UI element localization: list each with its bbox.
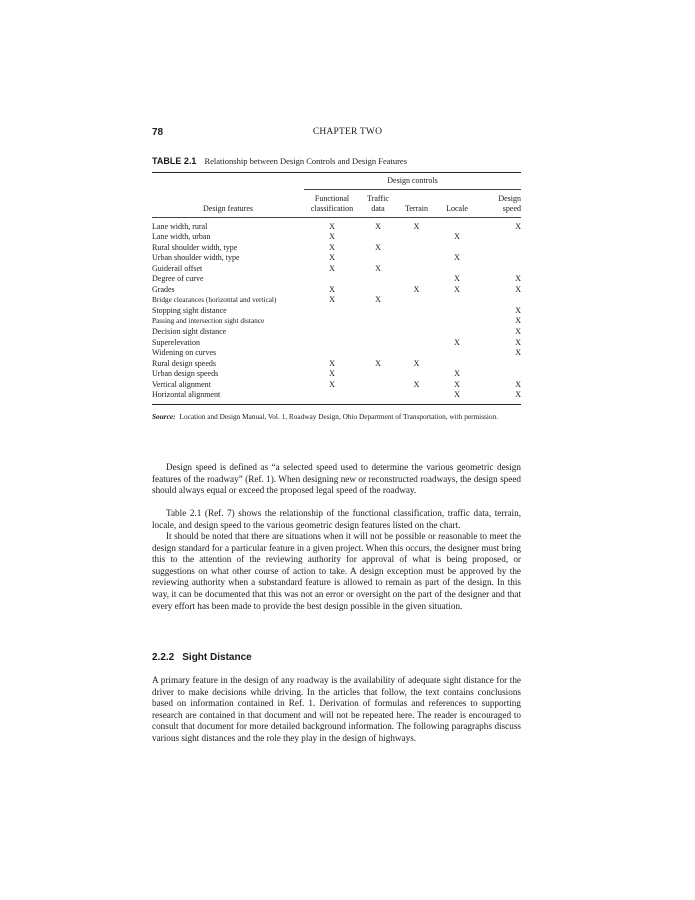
speed-cell [477,253,521,264]
traffic-cell [360,253,396,264]
functional-cell [304,274,360,285]
speed-cell: X [515,337,521,347]
traffic-cell [360,390,396,404]
locale-cell [437,295,477,306]
table-row [152,217,521,232]
col-header-traffic-line2: data [371,203,385,213]
traffic-cell [360,274,396,285]
terrain-cell [396,274,437,285]
locale-cell [437,316,477,327]
table-row [152,369,521,380]
locale-cell [437,306,477,317]
table-row [152,243,521,254]
locale-cell: X [454,379,460,389]
functional-cell: X [329,263,335,273]
traffic-cell: X [375,242,381,252]
col-header-features: Design features [203,203,253,213]
traffic-cell [360,316,396,327]
traffic-cell: X [375,295,381,305]
terrain-cell [396,369,437,380]
traffic-cell [360,285,396,296]
col-header-functional-line2: classification [310,203,354,213]
speed-cell: X [515,327,521,337]
speed-cell: X [515,284,521,294]
functional-cell: X [329,242,335,252]
terrain-cell: X [413,358,420,368]
terrain-cell [396,338,437,349]
locale-cell: X [454,337,460,347]
functional-cell: X [329,358,335,368]
feature-cell: Decision sight distance [152,327,227,337]
speed-cell [477,359,521,370]
source-text: Location and Design Manual, Vol. 1, Roadway Design, Ohio Department of Transportation, with permission. [179,412,499,421]
header-spacer [152,173,304,190]
table-row [152,274,521,285]
feature-cell: Stopping sight distance [152,305,227,315]
locale-cell [437,359,477,370]
running-head: CHAPTER TWO [312,127,383,137]
section-heading [152,652,252,663]
group-header: Design controls [304,173,521,190]
speed-cell: X [515,221,521,231]
traffic-cell [360,369,396,380]
functional-cell [304,306,360,317]
feature-cell: Degree of curve [152,274,204,284]
terrain-cell [396,316,437,327]
source-note [152,412,521,422]
terrain-cell [396,253,437,264]
functional-cell [304,316,360,327]
terrain-cell: X [413,221,420,231]
feature-cell: Vertical alignment [152,379,211,389]
traffic-cell [360,380,396,391]
feature-cell: Urban design speeds [152,369,219,379]
col-header-functional [304,189,360,217]
feature-cell: Widening on curves [152,348,217,358]
locale-cell: X [454,274,460,284]
traffic-cell: X [375,263,381,273]
table-row [152,264,521,275]
terrain-cell [396,243,437,254]
design-controls-table [152,172,521,405]
table-row [152,327,521,338]
table-row [152,232,521,243]
functional-cell [304,390,360,404]
locale-cell [437,264,477,275]
traffic-cell [360,348,396,359]
speed-cell: X [515,274,521,284]
terrain-cell [396,348,437,359]
terrain-cell: X [413,284,420,294]
locale-cell [437,348,477,359]
table-row [152,306,521,317]
locale-cell: X [454,232,460,242]
speed-cell: X [515,379,521,389]
traffic-cell [360,327,396,338]
feature-cell: Lane width, urban [152,232,211,242]
paragraph-table-reference: Table 2.1 (Ref. 7) shows the relationship of the functional classification, traffic data, terrain, locale, and design speed to the various geometric design features listed on the chart. [152,508,521,530]
locale-cell: X [454,369,460,379]
speed-cell: X [515,348,521,358]
terrain-cell [396,306,437,317]
functional-cell: X [329,379,335,389]
section-title: Sight Distance [182,652,252,663]
terrain-cell [396,327,437,338]
terrain-cell [396,295,437,306]
source-label: Source: [152,412,176,421]
functional-cell: X [329,221,335,231]
terrain-cell [396,232,437,243]
feature-cell: Rural shoulder width, type [152,242,238,252]
paragraph-design-speed: Design speed is defined as “a selected speed used to determine the various geometric design features of the roadway” (Ref. 1). When designing new or reconstructed roadways, the design speed should always equal or exceed the proposed legal speed of the roadway. [152,462,521,496]
col-header-locale: Locale [446,203,468,213]
col-header-speed-line1: Design [498,193,521,203]
table-row [152,348,521,359]
table-title: Relationship between Design Controls and Design Features [204,156,408,166]
traffic-cell [360,306,396,317]
functional-cell [304,338,360,349]
table-row [152,295,521,306]
speed-cell [477,243,521,254]
paragraph-sight-distance: A primary feature in the design of any roadway is the availability of adequate sight distance for the driver to make decisions while driving. In the articles that follow, the text contains conclusions based on information contained in Ref. 1. Derivation of formulas and references to supporting research are contained in that document and will not be repeated here. The reader is encouraged to consult that document for more detailed background information. The following paragraphs discuss various sight distances and the role they play in the design of highways. [152,675,521,743]
locale-cell [437,243,477,254]
table-row [152,359,521,370]
locale-cell [437,327,477,338]
col-header-speed [477,189,521,217]
table-row [152,390,521,404]
terrain-cell [396,264,437,275]
feature-cell: Horizontal alignment [152,390,221,400]
functional-cell: X [329,369,335,379]
table-caption [152,156,407,166]
table-row [152,285,521,296]
feature-cell: Passing and intersection sight distance [152,316,265,326]
speed-cell [477,264,521,275]
speed-cell: X [515,305,521,315]
page-number: 78 [152,127,164,138]
speed-cell: X [515,316,521,326]
paragraph-design-exception: It should be noted that there are situations when it will not be possible or reasonable to meet the design standard for a particular feature in a given project. When this occurs, the designer must bring this to the attention of the reviewing authority for approval of what is being proposed, or suggestions on what other course of action to take. A design exception must be approved by the reviewing authority when a substandard feature is allowed to remain as part of the design. In this way, it can be documented that this was not an error or oversight on the part of the designer and that every effort has been made to provide the best design possible in the given situation. [152,531,521,611]
table-body [152,217,521,404]
speed-cell [477,232,521,243]
functional-cell: X [329,295,335,305]
feature-cell: Bridge clearances (horizontal and vertical) [152,295,277,305]
traffic-cell: X [375,221,381,231]
traffic-cell [360,232,396,243]
locale-cell: X [454,253,460,263]
feature-cell: Grades [152,284,175,294]
col-header-terrain: Terrain [405,203,428,213]
table-row [152,253,521,264]
speed-cell: X [515,390,521,400]
col-header-traffic-line1: Traffic [367,193,389,203]
table-row [152,338,521,349]
locale-cell [437,217,477,232]
locale-cell: X [454,284,460,294]
table-row [152,316,521,327]
speed-cell [477,369,521,380]
feature-cell: Rural design speeds [152,358,216,368]
traffic-cell [360,338,396,349]
speed-cell [477,295,521,306]
terrain-cell [396,390,437,404]
traffic-cell: X [375,358,381,368]
col-header-traffic [360,189,396,217]
functional-cell [304,348,360,359]
col-header-speed-line2: speed [502,203,521,213]
section-number: 2.2.2 [152,652,175,663]
functional-cell: X [329,284,335,294]
table-row [152,380,521,391]
functional-cell: X [329,232,335,242]
feature-cell: Guiderail offset [152,263,203,273]
functional-cell: X [329,253,335,263]
locale-cell: X [454,390,460,400]
table-label: TABLE 2.1 [152,156,197,166]
feature-cell: Urban shoulder width, type [152,253,240,263]
col-header-functional-line1: Functional [314,193,350,203]
functional-cell [304,327,360,338]
terrain-cell: X [413,379,420,389]
feature-cell: Lane width, rural [152,221,208,231]
feature-cell: Superelevation [152,337,200,347]
